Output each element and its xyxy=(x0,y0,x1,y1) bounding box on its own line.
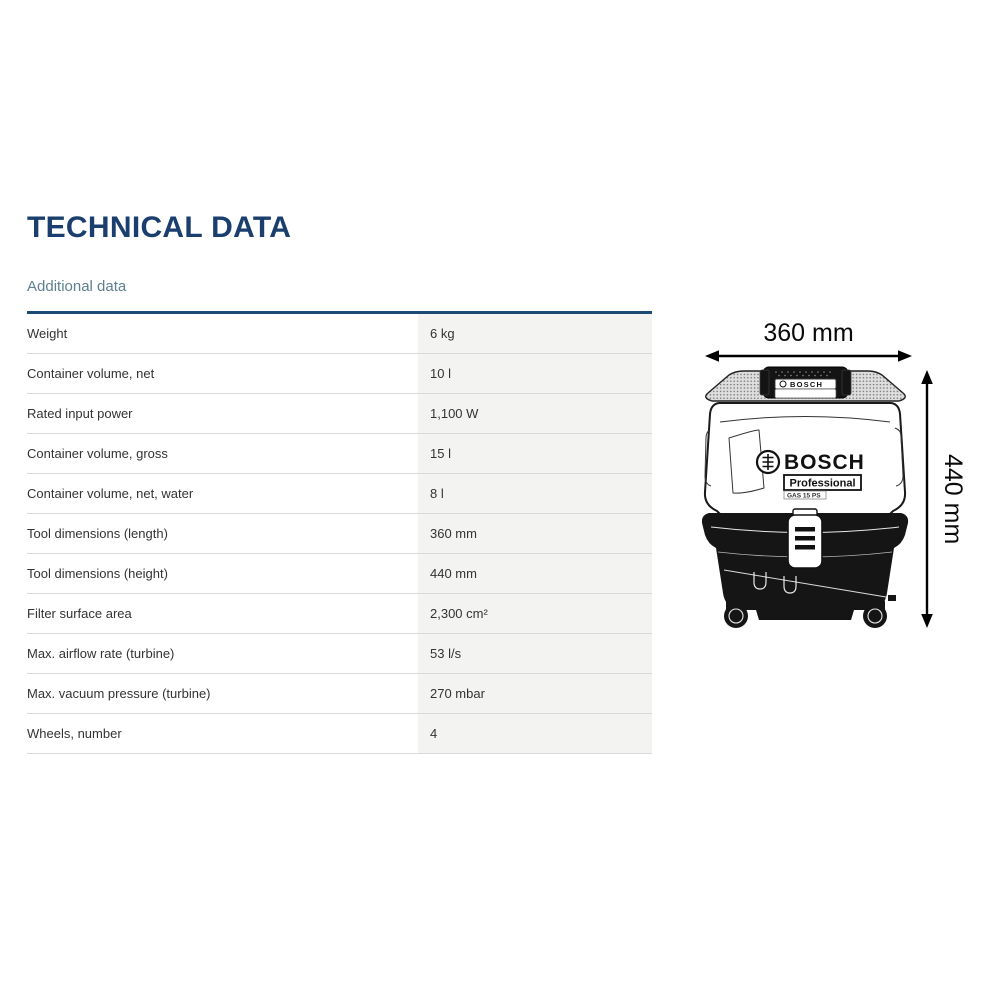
table-row xyxy=(27,314,652,354)
table-row xyxy=(27,434,652,474)
spec-label: Wheels, number xyxy=(27,714,418,753)
width-dimension-label: 360 mm xyxy=(763,319,854,347)
spec-value: 10 l xyxy=(418,354,652,393)
table-row xyxy=(27,554,652,594)
spec-label: Weight xyxy=(27,314,418,353)
vacuum-illustration xyxy=(702,366,909,631)
product-figure xyxy=(690,318,981,648)
table-row xyxy=(27,714,652,754)
spec-label: Filter surface area xyxy=(27,594,418,633)
table-row xyxy=(27,634,652,674)
spec-value: 8 l xyxy=(418,474,652,513)
spec-label: Container volume, net xyxy=(27,354,418,393)
product-line-text: Professional xyxy=(789,477,856,490)
spec-label: Container volume, net, water xyxy=(27,474,418,513)
table-row xyxy=(27,674,652,714)
table-row xyxy=(27,354,652,394)
page-subtitle: Additional data xyxy=(27,278,127,295)
spec-value: 15 l xyxy=(418,434,652,473)
brand-text: BOSCH xyxy=(784,451,865,474)
spec-label: Max. vacuum pressure (turbine) xyxy=(27,674,418,713)
height-dimension-label: 440 mm xyxy=(939,453,967,545)
table-row xyxy=(27,514,652,554)
table-row xyxy=(27,594,652,634)
spec-label: Rated input power xyxy=(27,394,418,433)
table-row xyxy=(27,474,652,514)
vacuum-lid xyxy=(706,367,906,401)
spec-label: Max. airflow rate (turbine) xyxy=(27,634,418,673)
spec-value: 360 mm xyxy=(418,514,652,553)
width-dimension-arrow xyxy=(705,349,912,363)
spec-value: 270 mbar xyxy=(418,674,652,713)
page-title: TECHNICAL DATA xyxy=(27,211,292,244)
spec-label: Container volume, gross xyxy=(27,434,418,473)
spec-value: 6 kg xyxy=(418,314,652,353)
spec-value: 1,100 W xyxy=(418,394,652,433)
spec-value: 2,300 cm² xyxy=(418,594,652,633)
spec-table xyxy=(27,311,652,754)
spec-label: Tool dimensions (length) xyxy=(27,514,418,553)
model-text: GAS 15 PS xyxy=(787,492,821,500)
spec-value: 440 mm xyxy=(418,554,652,593)
height-dimension-arrow xyxy=(920,370,934,628)
vacuum-motor-head xyxy=(705,403,905,516)
lid-brand-text: BOSCH xyxy=(790,380,824,389)
spec-value: 53 l/s xyxy=(418,634,652,673)
spec-value: 4 xyxy=(418,714,652,753)
table-row xyxy=(27,394,652,434)
spec-label: Tool dimensions (height) xyxy=(27,554,418,593)
